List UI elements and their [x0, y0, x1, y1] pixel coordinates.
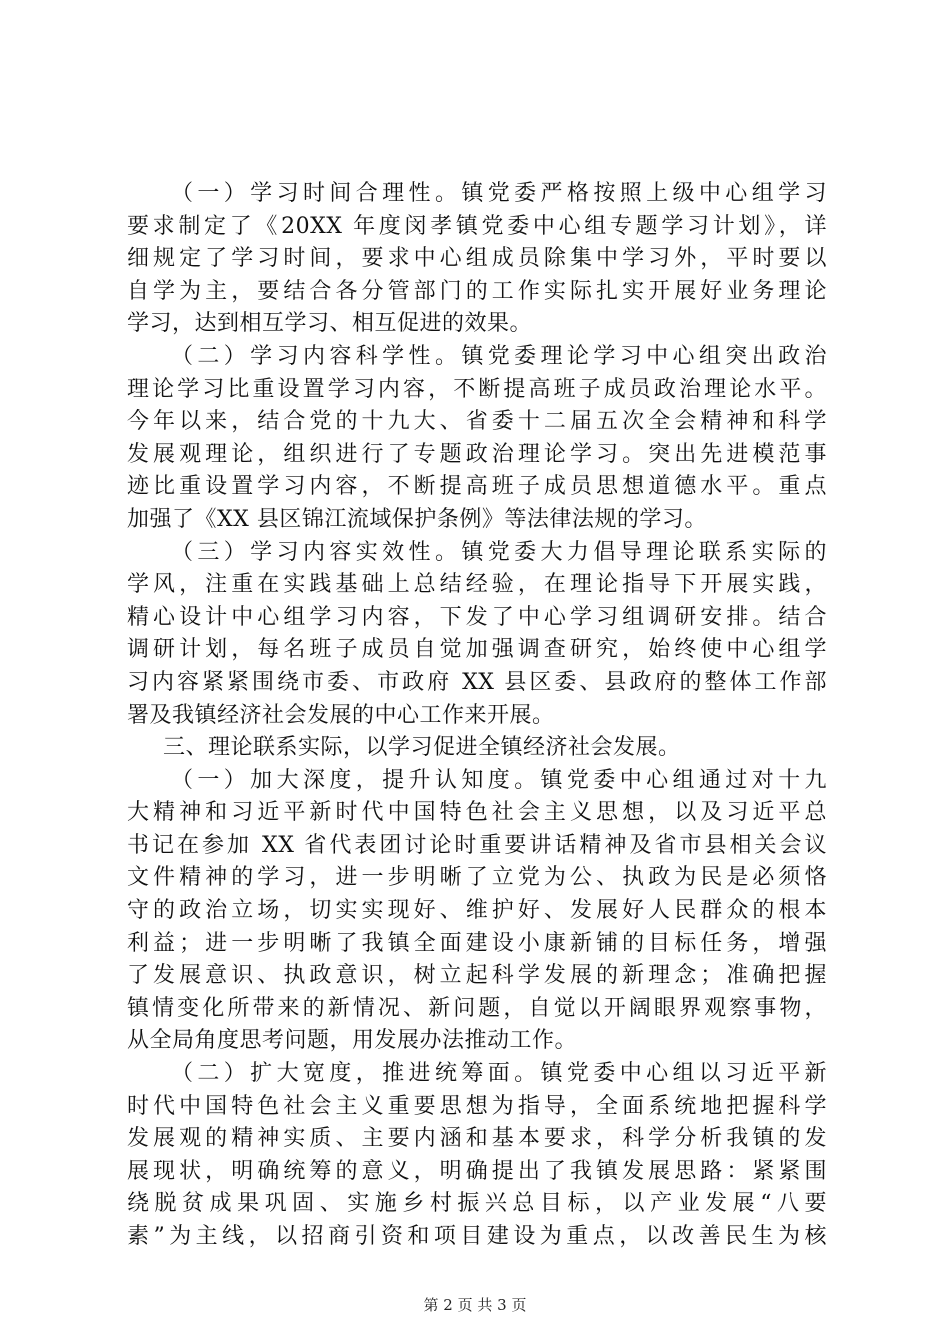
text-line: 镇情变化所带来的新情况、新问题，自觉以开阔眼界观察事物， — [127, 995, 827, 1021]
text-line: 了发展意识、执政意识，树立起科学发展的新理念；准确把握 — [127, 963, 827, 989]
text-line: 绕脱贫成果巩固、实施乡村振兴总目标，以产业发展“八要 — [127, 1191, 827, 1217]
text-line: 自学为主，要结合各分管部门的工作实际扎实开展好业务理论 — [127, 278, 827, 304]
text-line: 调研计划，每名班子成员自觉加强调查研究，始终使中心组学 — [127, 637, 827, 663]
text-line: （三）学习内容实效性。镇党委大力倡导理论联系实际的 — [171, 539, 827, 565]
text-line: （二）扩大宽度，推进统筹面。镇党委中心组以习近平新 — [171, 1061, 827, 1087]
text-line: 细规定了学习时间，要求中心组成员除集中学习外，平时要以 — [127, 246, 827, 272]
text-line: 要求制定了《20XX 年度闵孝镇党委中心组专题学习计划》，详 — [127, 213, 827, 239]
text-line: 迹比重设置学习内容，不断提高班子成员思想道德水平。重点 — [127, 474, 827, 500]
text-line: （二）学习内容科学性。镇党委理论学习中心组突出政治 — [171, 343, 827, 369]
text-line: （一）加大深度，提升认知度。镇党委中心组通过对十九 — [171, 767, 827, 793]
text-line: 展现状，明确统筹的意义，明确提出了我镇发展思路：紧紧围 — [127, 1158, 827, 1184]
text-line: 利益；进一步明晰了我镇全面建设小康新铺的目标任务，增强 — [127, 930, 827, 956]
text-line: 文件精神的学习，进一步明晰了立党为公、执政为民是必须恪 — [127, 865, 827, 891]
document-body — [127, 178, 827, 1254]
text-line: 精心设计中心组学习内容，下发了中心学习组调研安排。结合 — [127, 604, 827, 630]
text-line: 学风，注重在实践基础上总结经验，在理论指导下开展实践， — [127, 572, 827, 598]
text-line: 书记在参加 XX 省代表团讨论时重要讲话精神及省市县相关会议 — [127, 832, 827, 858]
text-line: 署及我镇经济社会发展的中心工作来开展。 — [127, 702, 555, 728]
text-line: 素”为主线，以招商引资和项目建设为重点，以改善民生为核 — [127, 1224, 827, 1249]
text-line: 从全局角度思考问题，用发展办法推动工作。 — [127, 1028, 578, 1054]
text-line: 大精神和习近平新时代中国特色社会主义思想，以及习近平总 — [127, 800, 827, 826]
text-line: 发展观的精神实质、主要内涵和基本要求，科学分析我镇的发 — [127, 1126, 827, 1152]
section-heading: 三、理论联系实际，以学习促进全镇经济社会发展。 — [163, 735, 681, 761]
text-line: 发展观理论，组织进行了专题政治理论学习。突出先进模范事 — [127, 441, 827, 467]
text-line: 今年以来，结合党的十九大、省委十二届五次全会精神和科学 — [127, 409, 827, 435]
text-line: 习内容紧紧围绕市委、市政府 XX 县区委、县政府的整体工作部 — [127, 669, 827, 695]
text-line: 守的政治立场，切实实现好、维护好、发展好人民群众的根本 — [127, 898, 827, 924]
text-line: （一）学习时间合理性。镇党委严格按照上级中心组学习 — [171, 181, 827, 206]
text-line: 加强了《XX 县区锦江流域保护条例》等法律法规的学习。 — [127, 506, 707, 532]
text-line: 学习，达到相互学习、相互促进的效果。 — [127, 311, 533, 337]
text-line: 时代中国特色社会主义重要思想为指导，全面系统地把握科学 — [127, 1093, 827, 1119]
text-line: 理论学习比重设置学习内容，不断提高班子成员政治理论水平。 — [127, 376, 827, 402]
page-number-footer: 第 2 页 共 3 页 — [423, 1296, 527, 1314]
